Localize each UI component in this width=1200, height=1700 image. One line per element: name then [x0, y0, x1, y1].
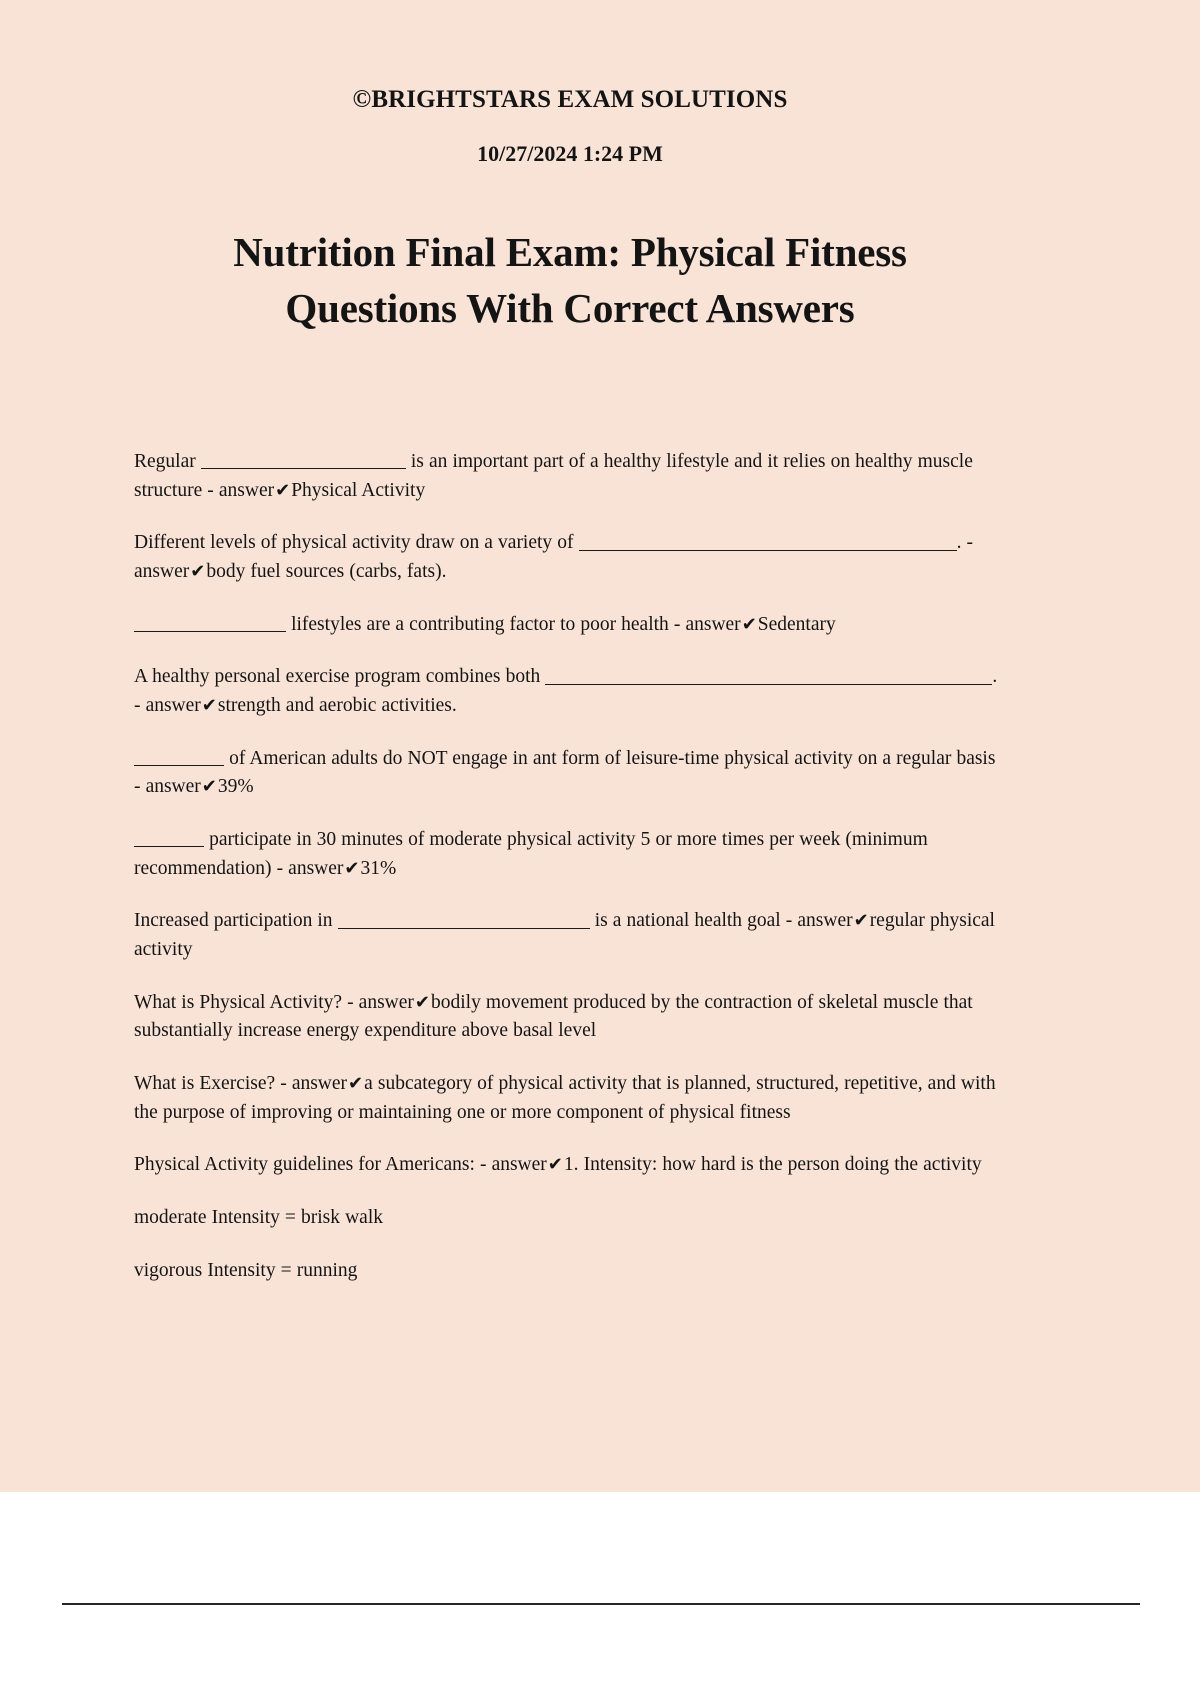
qa-answer-text: 39%	[217, 776, 254, 798]
qa-block	[134, 1257, 1006, 1286]
qa-answer-text: regular physical activity	[134, 910, 995, 960]
checkmark-icon: ✔	[275, 479, 291, 501]
answer-separator: - answer	[134, 776, 201, 798]
qa-block	[134, 826, 1006, 883]
page-title: Nutrition Final Exam: Physical Fitness Questions With Correct Answers	[233, 228, 907, 331]
qa-answer-text: bodily movement produced by the contraction of skeletal muscle that substantially increase energy expenditure above basal level	[134, 991, 973, 1042]
checkmark-icon: ✔	[190, 561, 206, 583]
footer-divider	[62, 1603, 1140, 1605]
qa-answer-text: Physical Activity	[291, 479, 426, 501]
checkmark-icon: ✔	[201, 695, 217, 716]
qa-block	[134, 907, 1006, 964]
qa-block	[134, 611, 1006, 640]
qa-prompt-after: .	[992, 666, 998, 688]
page-content-column	[134, 0, 1006, 1492]
qa-prompt-after: is an important part of a healthy lifestyle and it relies on healthy muscle structure	[134, 451, 973, 501]
qa-answer-text: Sedentary	[757, 613, 836, 635]
qa-answer-text: strength and aerobic activities.	[217, 695, 457, 716]
fill-in-blank	[338, 910, 590, 929]
qa-answer-text: 1. Intensity: how hard is the person doing the activity	[563, 1154, 982, 1176]
brand-line: ©BRIGHTSTARS EXAM SOLUTIONS	[352, 86, 788, 113]
answer-separator: - answer	[668, 613, 741, 635]
checkmark-icon: ✔	[201, 776, 217, 798]
qa-block	[134, 529, 1006, 586]
fill-in-blank	[134, 828, 204, 847]
qa-answer-text: body fuel sources (carbs, fats).	[206, 561, 447, 583]
fill-in-blank	[201, 450, 406, 469]
qa-answer-text: a subcategory of physical activity that is planned, structured, repetitive, and with the purpose of improving or maintaining one or more component of physical fitness	[134, 1072, 996, 1123]
checkmark-icon: ✔	[414, 991, 430, 1013]
qa-prompt-after: participate in 30 minutes of moderate physical activity 5 or more times per week (minimum recommendation)	[134, 828, 928, 879]
fill-in-blank	[134, 613, 286, 632]
answer-separator: - answer	[134, 695, 201, 716]
fill-in-blank	[579, 532, 957, 551]
answer-separator: - answer	[780, 910, 853, 932]
checkmark-icon: ✔	[741, 613, 757, 635]
qa-prompt-before: What is Exercise?	[134, 1072, 276, 1094]
qa-prompt-after: is a national health goal	[589, 910, 781, 932]
question-answer-list	[134, 448, 1006, 1285]
qa-block	[134, 989, 1006, 1046]
checkmark-icon: ✔	[344, 857, 360, 879]
qa-prompt-before: Increased participation in	[134, 910, 338, 932]
qa-block	[134, 1151, 1006, 1180]
checkmark-icon: ✔	[853, 910, 869, 932]
qa-prompt-before: Regular	[134, 451, 201, 473]
qa-block	[134, 663, 1006, 720]
qa-prompt-after: .	[956, 532, 962, 554]
answer-separator: - answer	[134, 532, 974, 583]
qa-prompt-after: lifestyles are a contributing factor to poor health	[286, 613, 669, 635]
qa-block	[134, 745, 1006, 802]
timestamp-line: 10/27/2024 1:24 PM	[477, 141, 663, 167]
answer-separator: - answer	[202, 479, 275, 501]
fill-in-blank	[545, 666, 992, 685]
document-header	[134, 0, 1006, 168]
qa-prompt-before: Physical Activity guidelines for Americans:	[134, 1154, 475, 1176]
qa-prompt-before: What is Physical Activity?	[134, 991, 343, 1013]
answer-separator: - answer	[275, 1072, 348, 1094]
qa-block	[134, 1204, 1006, 1233]
fill-in-blank	[134, 747, 224, 766]
checkmark-icon: ✔	[348, 1072, 364, 1094]
checkmark-icon: ✔	[547, 1154, 563, 1176]
qa-block	[134, 1070, 1006, 1127]
answer-separator: - answer	[474, 1154, 547, 1176]
qa-plain-text: moderate Intensity = brisk walk	[134, 1206, 383, 1228]
qa-prompt-before: A healthy personal exercise program combines both	[134, 666, 546, 688]
qa-prompt-before: Different levels of physical activity draw on a variety of	[134, 532, 579, 554]
answer-separator: - answer	[271, 857, 344, 879]
answer-separator: - answer	[342, 991, 414, 1013]
qa-plain-text: vigorous Intensity = running	[134, 1259, 358, 1281]
qa-answer-text: 31%	[360, 857, 397, 879]
qa-block	[134, 448, 1006, 505]
qa-prompt-after: of American adults do NOT engage in ant form of leisure-time physical activity on a regular basis	[224, 747, 996, 769]
